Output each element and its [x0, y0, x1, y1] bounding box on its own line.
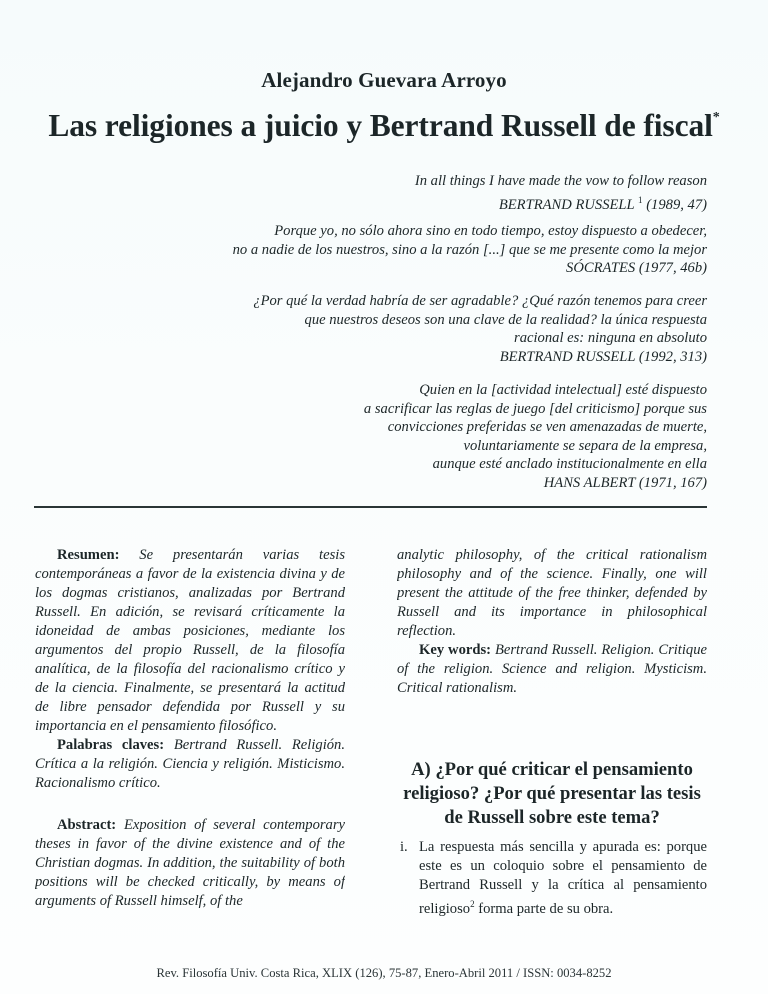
footnote-mark[interactable]: 1 — [638, 194, 643, 205]
resumen-text: Se presentarán varias tesis contemporáneas a favor de la existencia divina y de los dogmas cristianos, analizadas por Bertrand Russell. En adición, se revisará críticamente la idoneidad de ambas posiciones, mediante los argumentos del propio Russell, de la filosofía analítica, de la filosofía del racionalismo crítico y de la ciencia. Finalmente, se presentará la actitud de libre pensador defendida por Russell y su importancia en el pensamiento filosófico. — [35, 547, 345, 734]
epigraph-line: aunque esté anclado institucionalmente en ella — [432, 456, 707, 472]
epigraph-line: ¿Por qué la verdad habría de ser agradable? ¿Qué razón tenemos para creer — [253, 293, 707, 309]
list-item-text — [419, 838, 707, 919]
key-words-label: Key words: — [419, 642, 492, 658]
author-name: Alejandro Guevara Arroyo — [261, 68, 507, 92]
epigraph-line: Quien en la [actividad intelectual] esté dispuesto — [419, 382, 707, 398]
epigraph-source-author: HANS ALBERT — [543, 474, 636, 491]
abstract-continuation — [397, 546, 707, 641]
epigraph-russell-1989 — [415, 172, 707, 214]
key-words-paragraph — [397, 641, 707, 698]
epigraph-line: Porque yo, no sólo ahora sino en todo tiempo, estoy dispuesto a obedecer, — [274, 223, 707, 239]
epigraph-source-ref: (1977, 46b) — [638, 260, 707, 276]
epigraph-russell-1992 — [253, 292, 707, 366]
epigraph-source — [233, 259, 707, 278]
journal-citation-footer: Rev. Filosofía Univ. Costa Rica, XLIX (126), 75-87, Enero-Abril 2011 / ISSN: 0034-8252 — [156, 966, 612, 980]
epigraph-source — [415, 191, 707, 214]
epigraph-line: que nuestros deseos son una clave de la realidad? la única respuesta — [304, 311, 707, 328]
resumen-label: Resumen: — [57, 547, 120, 563]
epigraph-source-author: BERTRAND RUSSELL — [499, 348, 636, 365]
left-column — [35, 546, 345, 916]
epigraph-source — [253, 348, 707, 367]
abstract-continuation-text: analytic philosophy, of the critical rationalism philosophy and of the science. Finally, one will present the attitude of the free thinker, defended by Russell and its importance in philosophical reflection. — [397, 547, 707, 639]
horizontal-divider — [34, 506, 707, 508]
epigraph-source — [364, 474, 707, 493]
list-item-text-tail: forma parte de su obra. — [474, 900, 614, 917]
epigraph-source-ref: (1971, 167) — [638, 474, 707, 491]
epigraph-line: a sacrificar las reglas de juego [del criticismo] porque sus — [363, 400, 707, 417]
key-words-block — [397, 641, 707, 698]
article-title-text: Las religiones a juicio y Bertrand Russell de fiscal — [48, 108, 713, 143]
title-footnote-mark[interactable]: * — [712, 110, 720, 125]
palabras-claves-text: Bertrand Russell. Religión. Crítica a la religión. Ciencia y religión. Misticismo. Racionalismo crítico. — [35, 737, 345, 791]
key-words-text: Bertrand Russell. Religion. Critique of the religion. Science and religion. Mysticism. Critical rationalism. — [397, 642, 707, 696]
abstract-text: Exposition of several contemporary theses in favor of the divine existence and of the Christian dogmas. In addition, the suitability of both positions will be checked critically, by means of arguments of Russell himself, of the — [35, 817, 345, 909]
list-item-text-main: La respuesta más sencilla y apurada es: porque este es un coloquio sobre el pensamiento de Bertrand Russell y la crítica al pensamiento religioso — [419, 839, 707, 917]
resumen-paragraph — [35, 546, 345, 736]
epigraph-source-author: SÓCRATES — [566, 260, 636, 276]
list-marker: i. — [400, 839, 408, 855]
epigraph-albert — [364, 381, 707, 492]
abstract-label: Abstract: — [57, 817, 117, 833]
epigraph-source-ref: (1989, 47) — [646, 196, 707, 213]
epigraph-source-ref: (1992, 313) — [638, 348, 707, 365]
abstract-paragraph — [35, 816, 345, 911]
epigraph-line: no a nadie de los nuestros, sino a la razón [...] que se me presente como la mejor — [232, 241, 707, 258]
epigraph-source-author: BERTRAND RUSSELL — [498, 196, 635, 213]
footnote-mark[interactable]: 2 — [470, 899, 475, 909]
epigraph-socrates — [233, 222, 707, 278]
epigraph-line: racional es: ninguna en absoluto — [514, 330, 707, 346]
palabras-claves-label: Palabras claves: — [57, 737, 165, 753]
section-heading-a: A) ¿Por qué criticar el pensamiento religioso? ¿Por qué presentar las tesis de Russell sobre este tema? — [403, 759, 701, 828]
epigraph-line: convicciones preferidas se ven amenazadas de muerte, — [387, 419, 707, 435]
article-title — [0, 108, 768, 144]
epigraph-line: In all things I have made the vow to follow reason — [414, 173, 707, 189]
palabras-claves-paragraph — [35, 736, 345, 793]
epigraph-line: voluntariamente se separa de la empresa, — [463, 437, 707, 454]
